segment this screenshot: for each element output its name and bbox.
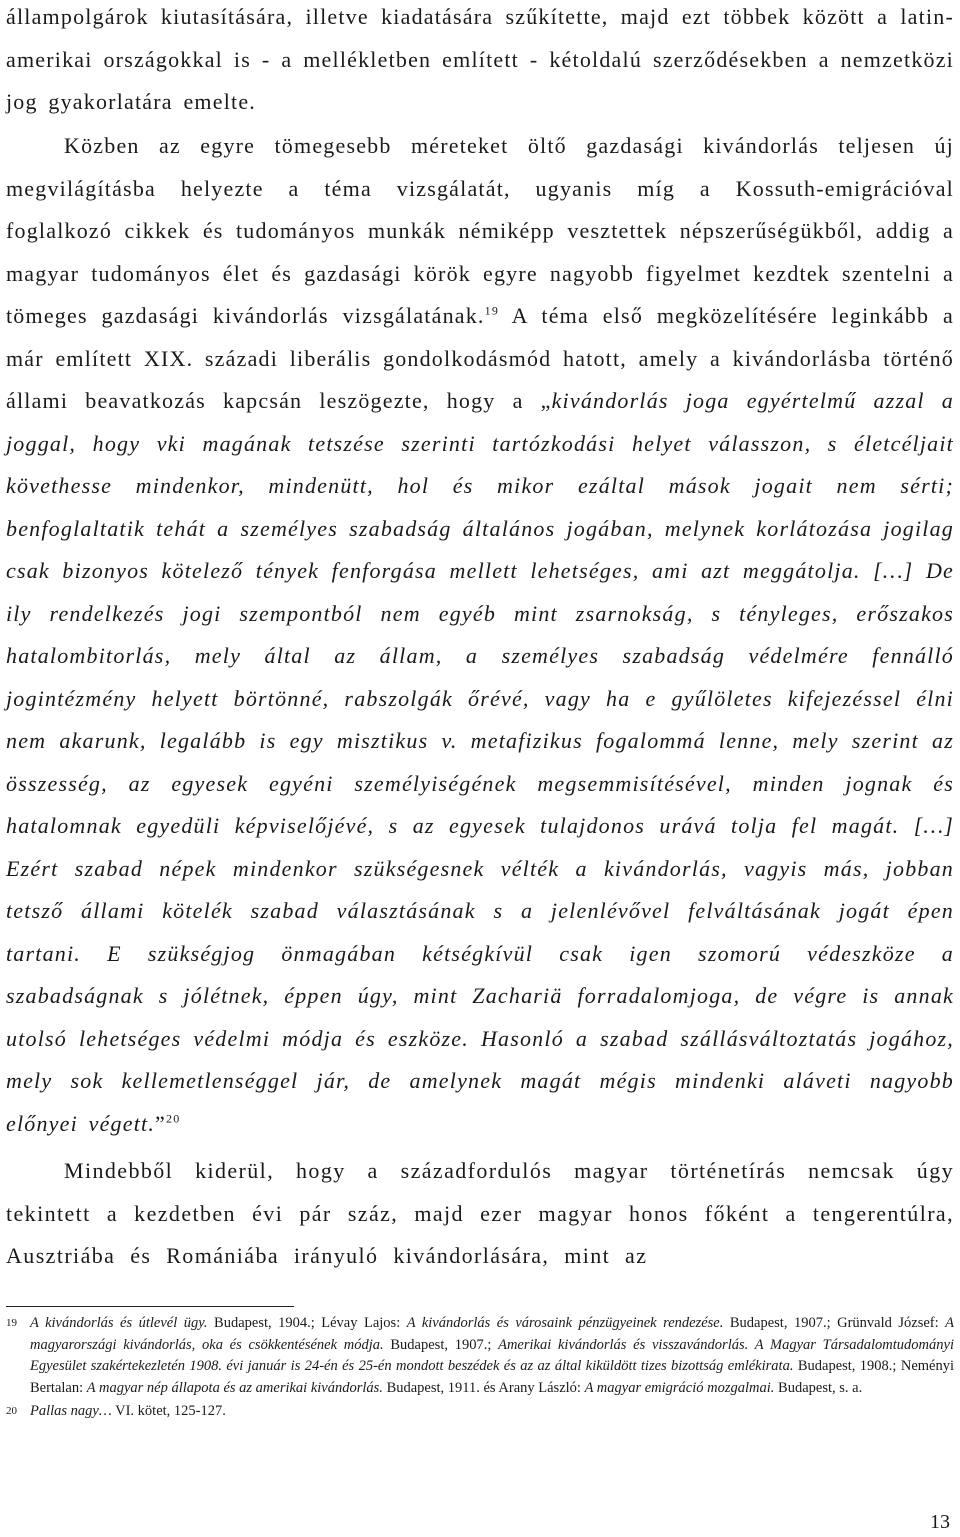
footnote-19-title-5: A magyar nép állapota és az amerikai kivándorlás. [86,1379,383,1396]
paragraph-3-text: Mindebből kiderül, hogy a századfordulós magyar történetírás nemcsak úgy tekintett a kezdetben évi pár száz, majd ezer magyar honos főként a tengerentúlra, Ausztriába és Romániába irányuló kivándorlására, mint az [6,1158,954,1268]
footnote-divider [6,1306,294,1307]
footnote-19-title-2: A kivándorlás és városaink pénzügyeinek rendezése. [406,1315,724,1331]
paragraph-2-text-c: ” [155,1110,167,1136]
paragraph-2-quote: kivándorlás joga egyértelmű azzal a joggal, hogy vki magának tetszése szerinti tartózkodási helyet válasszon, s életcéljait követhesse mindenkor, mindenütt, hol és mikor ezáltal mások jogait nem sérti; benfoglaltatik tehát a személyes szabadság általános jogában, melynek korlátozása jogilag csak bizonyos kötelező tények fenforgása mellett lehetséges, ami azt meggátolja. […] De ily rendelkezés jogi szempontból nem egyéb mint zsarnokság, s tényleges, erőszakos hatalombitorlás, mely által az állam, a személyes szabadság védelmére fennálló jogintézmény helyett börtönné, rabszolgák őrévé, vagy ha e gyűlöletes kifejezéssel élni nem akarunk, legalább is egy misztikus v. metafizikus fogalommá lenne, mely szerint az összesség, az egyesek egyéni személyiségének megsemmisítésével, minden jognak és hatalomnak egyedüli képviselőjévé, s az egyesek tulajdonos urává tolja fel magát. […] Ezért szabad népek mindenkor szükségesnek vélték a kivándorlás, vagyis más, jobban tetsző állami kötelék szabad választásának s a jelenlévővel felváltásának jogát épen tartani. E szükségjog önmagában kétségkívül csak igen szomorú védeszköze a szabadságnak s jólétnek, éppen úgy, mint Zachariä forradalomjoga, de végre is annak utolsó lehetséges védelmi módja és eszköze. Hasonló a szabad szállásváltoztatás jogához, mely sok kellemetlenséggel jár, de amelynek magát mégis mindenki aláveti nagyobb előnyei végett. [6,388,954,1136]
footnote-19 [6,1313,954,1399]
footnote-19-title-4: Amerikai kivándorlás és visszavándorlás. A Magyar Társadalomtudományi Egyesület szakértekezletén 1908. évi január is 24-én és 25-én mondott beszédek és az az által kiküldött tizes bizottság emlékirata. [30,1336,954,1374]
footnote-19-title-3: A magyarországi kivándorlás, oka és csökkentésének módja. [30,1315,954,1353]
footnote-20-title: Pallas nagy… [30,1403,112,1419]
footnote-ref-20[interactable]: 20 [166,1111,181,1126]
footnote-19-text-5: Budapest, 1911. és Arany László: [382,1379,585,1396]
paragraph-1-text: állampolgárok kiutasítására, illetve kiadatására szűkítette, majd ezt többek között a latin-amerikai országokkal is - a mellékletben említett - kétoldalú szerződésekben a nemzetközi jog gyakorlatára emelte. [6,4,954,114]
paragraph-2-text-b: A téma első megközelítésére leginkább a már említett XIX. századi liberális gondolkodásmód hatott, amely a kivándorlásba történő állami beavatkozás kapcsán leszögezte, hogy a „ [6,303,954,413]
footnote-19-title-1: A kivándorlás és útlevél ügy. [30,1315,208,1331]
page-number: 13 [930,1511,950,1533]
paragraph-3 [6,1150,954,1278]
footnote-19-text-6: Budapest, s. a. [774,1379,863,1396]
footnote-20 [6,1401,954,1423]
footnote-20-text: VI. kötet, 125-127. [111,1403,226,1419]
footnote-19-text-3: Budapest, 1907.; [383,1336,499,1353]
footnote-number: 19 [6,1317,17,1329]
footnote-number: 20 [6,1405,17,1417]
paragraph-1 [6,0,954,124]
footnote-ref-19[interactable]: 19 [484,303,500,318]
footnote-19-text-1: Budapest, 1904.; Lévay Lajos: [207,1315,407,1331]
footnote-19-text-2: Budapest, 1907.; Grünvald József: [723,1315,946,1331]
paragraph-2 [6,125,954,1145]
footnote-19-text-4: Budapest, 1908.; Neményi Bertalan: [30,1358,954,1396]
footnote-19-title-6: A magyar emigráció mozgalmai. [584,1379,775,1396]
paragraph-2-text-a: Közben az egyre tömegesebb méreteket öltő gazdasági kivándorlás teljesen új megvilágításba helyezte a téma vizsgálatát, ugyanis míg a Kossuth-emigrációval foglalkozó cikkek és tudományos munkák némiképp vesztettek népszerűségükből, addig a magyar tudományos élet és gazdasági körök egyre nagyobb figyelmet kezdtek szentelni a tömeges gazdasági kivándorlás vizsgálatának. [6,133,954,328]
footnotes [6,1313,954,1425]
